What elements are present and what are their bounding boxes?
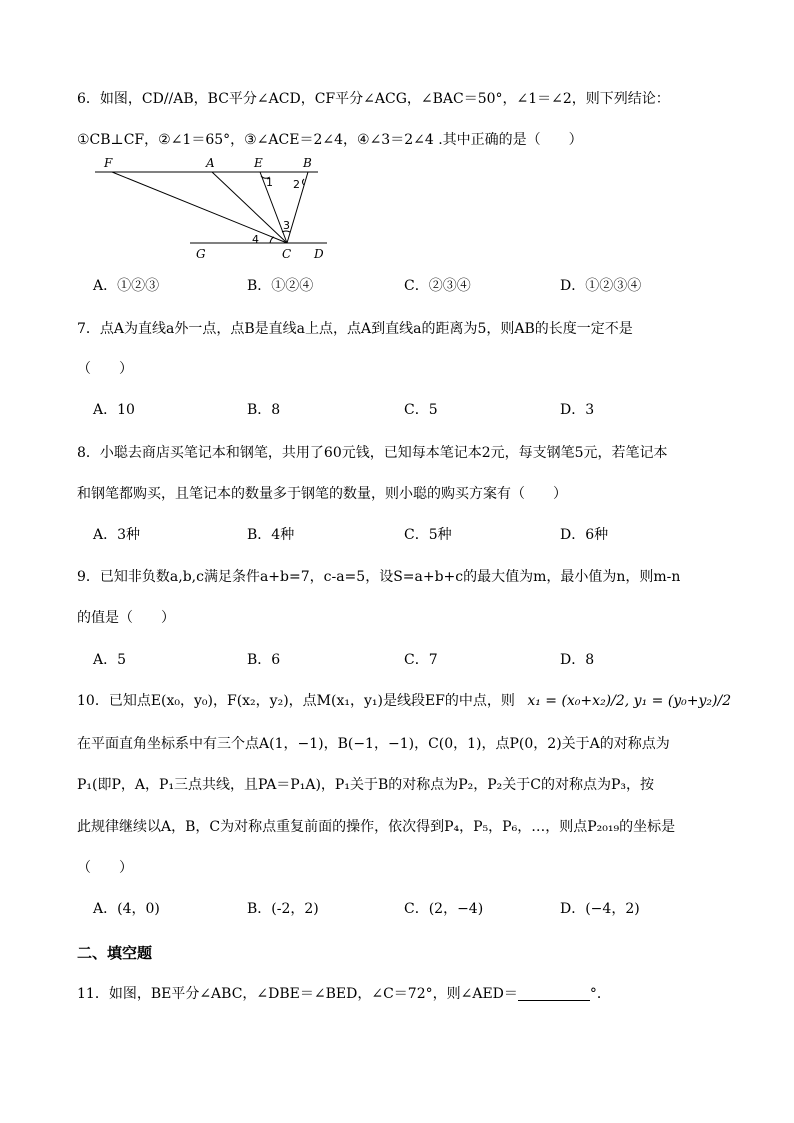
q6-option-c[interactable]: C．②③④	[404, 278, 471, 294]
q11-suffix: °．	[589, 986, 611, 1002]
label-c: C	[282, 247, 292, 261]
q10-option-d[interactable]: D．(−4，2)	[560, 901, 640, 917]
label-f: F	[104, 156, 113, 170]
q10-option-b[interactable]: B．(-2，2)	[247, 901, 319, 917]
label-angle-1: 1	[266, 176, 273, 189]
label-angle-2: 2	[293, 178, 300, 191]
q7-option-a[interactable]: A．10	[93, 402, 135, 418]
q6-line1: 6．如图，CD//AB，BC平分∠ACD，CF平分∠ACG，∠BAC＝50°，∠1＝∠2，则下列结论：	[77, 91, 670, 107]
q7-option-b[interactable]: B．8	[247, 402, 281, 418]
q8-option-d[interactable]: D．6种	[560, 527, 609, 543]
q6-option-d[interactable]: D．①②③④	[560, 278, 642, 294]
label-angle-3: 3	[283, 219, 290, 232]
section-fill-in-blank-heading: 二、填空题	[77, 944, 153, 962]
q9-line2: 的值是（ ）	[77, 610, 175, 626]
q10-formula: x₁ = (x₀+x₂)/2, y₁ = (y₀+y₂)/2	[527, 693, 732, 709]
q7-option-d[interactable]: D．3	[560, 402, 595, 418]
label-e: E	[254, 156, 263, 170]
label-b: B	[303, 156, 312, 170]
q10-line3: P₁(即P，A，P₁三点共线，且PA＝P₁A)，P₁关于B的对称点为P₂，P₂关于C的对称点为P₃，按	[77, 777, 655, 793]
q11-text: 11．如图，BE平分∠ABC，∠DBE＝∠BED，∠C＝72°，则∠AED＝	[77, 986, 518, 1002]
segment-ec	[260, 172, 287, 243]
q10-line1-text: 10．已知点E(x₀，y₀)，F(x₂，y₂)，点M(x₁，y₁)是线段EF的中点，则	[77, 693, 515, 709]
q6-option-a[interactable]: A．①②③	[93, 278, 160, 294]
q11-line	[77, 985, 611, 1003]
q7-option-c[interactable]: C．5	[404, 402, 438, 418]
q8-option-c[interactable]: C．5种	[404, 527, 452, 543]
segment-ac	[212, 172, 287, 243]
label-angle-4: 4	[252, 233, 259, 246]
q9-option-c[interactable]: C．7	[404, 652, 438, 668]
q8-option-a[interactable]: A．3种	[93, 527, 141, 543]
q7-line2: （ ）	[77, 361, 133, 377]
q10-line2: 在平面直角坐标系中有三个点A(1，−1)，B(−1，−1)，C(0，1)，点P(0，2)关于A的对称点为	[77, 736, 670, 752]
q9-option-a[interactable]: A．5	[93, 652, 127, 668]
q6-geometry-figure	[90, 152, 340, 264]
q6-option-b[interactable]: B．①②④	[247, 278, 314, 294]
q10-option-c[interactable]: C．(2，−4)	[404, 901, 484, 917]
q9-option-d[interactable]: D．8	[560, 652, 595, 668]
q8-line2: 和钢笔都购买，且笔记本的数量多于钢笔的数量，则小聪的购买方案有（ ）	[77, 486, 567, 502]
q9-line1: 9．已知非负数a,b,c满足条件a+b=7，c-a=5，设S=a+b+c的最大值为m，最小值为n，则m-n	[77, 569, 681, 585]
q7-line1: 7．点A为直线a外一点，点B是直线a上点，点A到直线a的距离为5，则AB的长度一定不是	[77, 321, 633, 337]
q9-option-b[interactable]: B．6	[247, 652, 281, 668]
segment-fc	[112, 172, 287, 243]
label-d: D	[314, 247, 324, 261]
label-a: A	[206, 156, 215, 170]
angle-2-arc	[303, 179, 305, 185]
q10-line1	[77, 692, 731, 710]
q8-option-b[interactable]: B．4种	[247, 527, 295, 543]
q6-line2: ①CB⊥CF，②∠1＝65°，③∠ACE＝2∠4，④∠3＝2∠4 .其中正确的是（ ）	[77, 132, 583, 148]
q10-option-a[interactable]: A．(4，0)	[93, 901, 160, 917]
q8-line1: 8．小聪去商店买笔记本和钢笔，共用了60元钱，已知每本笔记本2元，每支钢笔5元，若笔记本	[77, 445, 668, 461]
q10-line4: 此规律继续以A，B，C为对称点重复前面的操作，依次得到P₄，P₅，P₆，…，则点P₂₀₁₉的坐标是	[77, 819, 676, 835]
q11-answer-blank[interactable]	[518, 986, 590, 1001]
label-g: G	[196, 247, 206, 261]
q10-line5: （ ）	[77, 860, 133, 876]
